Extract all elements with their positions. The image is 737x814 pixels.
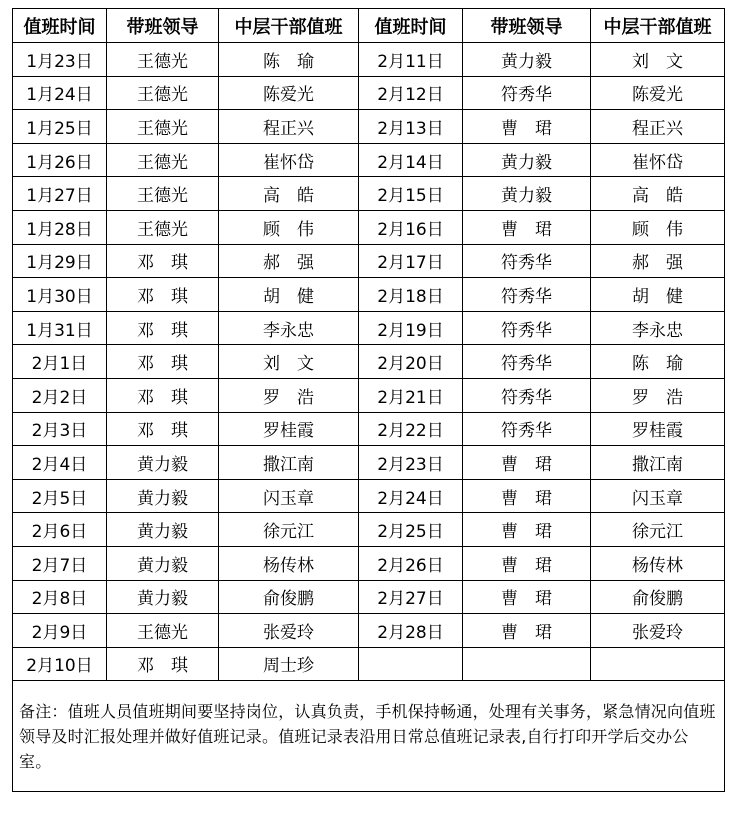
note-row [13, 681, 725, 792]
duty-date-cell-right: 2月24日 [359, 479, 463, 513]
leader-cell-right: 曹 珺 [463, 513, 591, 547]
leader-cell-right: 曹 珺 [463, 446, 591, 480]
note-text: 备注：值班人员值班期间要坚持岗位，认真负责，手机保持畅通，处理有关事务，紧急情况向值班领导及时汇报处理并做好值班记录。值班记录表沿用日常总值班记录表,自行打印开学后交办公室。 [13, 681, 725, 792]
duty-date-cell-left: 1月25日 [13, 110, 107, 144]
header-cadre-right: 中层干部值班 [591, 9, 725, 43]
duty-date-cell-left: 2月5日 [13, 479, 107, 513]
duty-date-cell-right: 2月11日 [359, 43, 463, 77]
table-row [13, 412, 725, 446]
cadre-cell-right: 撒江南 [591, 446, 725, 480]
duty-date-cell-right: 2月12日 [359, 76, 463, 110]
table-row [13, 110, 725, 144]
leader-cell-left: 邓 琪 [107, 244, 219, 278]
table-row [13, 76, 725, 110]
cadre-cell-right: 俞俊鹏 [591, 580, 725, 614]
table-row [13, 345, 725, 379]
duty-date-cell-right: 2月23日 [359, 446, 463, 480]
cadre-cell-right: 顾 伟 [591, 210, 725, 244]
cadre-cell-left: 闪玉章 [219, 479, 359, 513]
table-row [13, 177, 725, 211]
duty-date-cell-right [359, 647, 463, 681]
leader-cell-right: 曹 珺 [463, 614, 591, 648]
cadre-cell-left: 程正兴 [219, 110, 359, 144]
duty-date-cell-right: 2月26日 [359, 546, 463, 580]
cadre-cell-left: 撒江南 [219, 446, 359, 480]
leader-cell-right: 符秀华 [463, 76, 591, 110]
leader-cell-right: 黄力毅 [463, 177, 591, 211]
cadre-cell-left: 罗 浩 [219, 378, 359, 412]
duty-date-cell-left: 2月8日 [13, 580, 107, 614]
leader-cell-right: 黄力毅 [463, 143, 591, 177]
cadre-cell-right [591, 647, 725, 681]
leader-cell-right: 符秀华 [463, 412, 591, 446]
table-row [13, 210, 725, 244]
leader-cell-left: 王德光 [107, 43, 219, 77]
cadre-cell-right: 胡 健 [591, 278, 725, 312]
duty-date-cell-right: 2月25日 [359, 513, 463, 547]
leader-cell-right: 符秀华 [463, 311, 591, 345]
table-row [13, 311, 725, 345]
duty-date-cell-left: 1月31日 [13, 311, 107, 345]
duty-date-cell-left: 1月30日 [13, 278, 107, 312]
duty-date-cell-right: 2月14日 [359, 143, 463, 177]
cadre-cell-left: 李永忠 [219, 311, 359, 345]
cadre-cell-right: 陈 瑜 [591, 345, 725, 379]
leader-cell-left: 邓 琪 [107, 412, 219, 446]
cadre-cell-right: 杨传林 [591, 546, 725, 580]
duty-date-cell-left: 2月6日 [13, 513, 107, 547]
duty-date-cell-left: 2月1日 [13, 345, 107, 379]
leader-cell-left: 邓 琪 [107, 345, 219, 379]
leader-cell-right: 符秀华 [463, 378, 591, 412]
duty-date-cell-left: 1月26日 [13, 143, 107, 177]
duty-date-cell-left: 2月3日 [13, 412, 107, 446]
cadre-cell-left: 胡 健 [219, 278, 359, 312]
cadre-cell-right: 程正兴 [591, 110, 725, 144]
leader-cell-left: 黄力毅 [107, 513, 219, 547]
leader-cell-right: 符秀华 [463, 278, 591, 312]
table-row [13, 278, 725, 312]
cadre-cell-left: 崔怀岱 [219, 143, 359, 177]
cadre-cell-right: 刘 文 [591, 43, 725, 77]
duty-date-cell-right: 2月13日 [359, 110, 463, 144]
header-leader-left: 带班领导 [107, 9, 219, 43]
leader-cell-left: 王德光 [107, 614, 219, 648]
leader-cell-left: 黄力毅 [107, 446, 219, 480]
duty-date-cell-right: 2月15日 [359, 177, 463, 211]
header-row [13, 9, 725, 43]
duty-date-cell-left: 1月28日 [13, 210, 107, 244]
leader-cell-left: 黄力毅 [107, 479, 219, 513]
leader-cell-left: 邓 琪 [107, 311, 219, 345]
cadre-cell-left: 陈 瑜 [219, 43, 359, 77]
cadre-cell-left: 陈爱光 [219, 76, 359, 110]
cadre-cell-left: 罗桂霞 [219, 412, 359, 446]
header-cadre-left: 中层干部值班 [219, 9, 359, 43]
cadre-cell-left: 顾 伟 [219, 210, 359, 244]
leader-cell-left: 王德光 [107, 177, 219, 211]
leader-cell-right: 黄力毅 [463, 43, 591, 77]
duty-date-cell-left: 1月24日 [13, 76, 107, 110]
leader-cell-left: 黄力毅 [107, 546, 219, 580]
cadre-cell-left: 徐元江 [219, 513, 359, 547]
cadre-cell-left: 俞俊鹏 [219, 580, 359, 614]
duty-date-cell-right: 2月18日 [359, 278, 463, 312]
duty-schedule-table [12, 8, 725, 792]
table-row [13, 546, 725, 580]
cadre-cell-right: 郝 强 [591, 244, 725, 278]
leader-cell-right: 曹 珺 [463, 210, 591, 244]
cadre-cell-right: 徐元江 [591, 513, 725, 547]
table-row [13, 43, 725, 77]
leader-cell-right: 符秀华 [463, 345, 591, 379]
duty-date-cell-left: 2月9日 [13, 614, 107, 648]
table-row [13, 378, 725, 412]
duty-date-cell-left: 2月2日 [13, 378, 107, 412]
cadre-cell-right: 高 皓 [591, 177, 725, 211]
duty-date-cell-left: 2月4日 [13, 446, 107, 480]
leader-cell-right: 符秀华 [463, 244, 591, 278]
leader-cell-right: 曹 珺 [463, 110, 591, 144]
cadre-cell-right: 崔怀岱 [591, 143, 725, 177]
cadre-cell-left: 刘 文 [219, 345, 359, 379]
table-row [13, 647, 725, 681]
duty-date-cell-left: 2月10日 [13, 647, 107, 681]
leader-cell-left: 王德光 [107, 143, 219, 177]
cadre-cell-right: 李永忠 [591, 311, 725, 345]
leader-cell-right: 曹 珺 [463, 479, 591, 513]
cadre-cell-left: 张爱玲 [219, 614, 359, 648]
leader-cell-right: 曹 珺 [463, 580, 591, 614]
cadre-cell-left: 周士珍 [219, 647, 359, 681]
cadre-cell-right: 张爱玲 [591, 614, 725, 648]
leader-cell-left: 王德光 [107, 110, 219, 144]
leader-cell-left: 王德光 [107, 76, 219, 110]
cadre-cell-left: 郝 强 [219, 244, 359, 278]
leader-cell-right: 曹 珺 [463, 546, 591, 580]
header-duty-date-right: 值班时间 [359, 9, 463, 43]
duty-date-cell-right: 2月21日 [359, 378, 463, 412]
table-row [13, 244, 725, 278]
cadre-cell-right: 陈爱光 [591, 76, 725, 110]
duty-date-cell-left: 1月29日 [13, 244, 107, 278]
table-row [13, 580, 725, 614]
leader-cell-left: 邓 琪 [107, 647, 219, 681]
table-row [13, 479, 725, 513]
table-row [13, 446, 725, 480]
cadre-cell-left: 高 皓 [219, 177, 359, 211]
table-row [13, 614, 725, 648]
cadre-cell-right: 罗桂霞 [591, 412, 725, 446]
header-leader-right: 带班领导 [463, 9, 591, 43]
cadre-cell-left: 杨传林 [219, 546, 359, 580]
leader-cell-right [463, 647, 591, 681]
leader-cell-left: 王德光 [107, 210, 219, 244]
cadre-cell-right: 罗 浩 [591, 378, 725, 412]
duty-date-cell-right: 2月20日 [359, 345, 463, 379]
duty-date-cell-right: 2月22日 [359, 412, 463, 446]
leader-cell-left: 邓 琪 [107, 378, 219, 412]
cadre-cell-right: 闪玉章 [591, 479, 725, 513]
leader-cell-left: 邓 琪 [107, 278, 219, 312]
leader-cell-left: 黄力毅 [107, 580, 219, 614]
duty-date-cell-left: 1月23日 [13, 43, 107, 77]
duty-date-cell-right: 2月27日 [359, 580, 463, 614]
duty-date-cell-left: 1月27日 [13, 177, 107, 211]
header-duty-date-left: 值班时间 [13, 9, 107, 43]
duty-date-cell-right: 2月16日 [359, 210, 463, 244]
duty-date-cell-right: 2月28日 [359, 614, 463, 648]
duty-date-cell-right: 2月19日 [359, 311, 463, 345]
duty-date-cell-right: 2月17日 [359, 244, 463, 278]
table-row [13, 143, 725, 177]
duty-date-cell-left: 2月7日 [13, 546, 107, 580]
table-row [13, 513, 725, 547]
